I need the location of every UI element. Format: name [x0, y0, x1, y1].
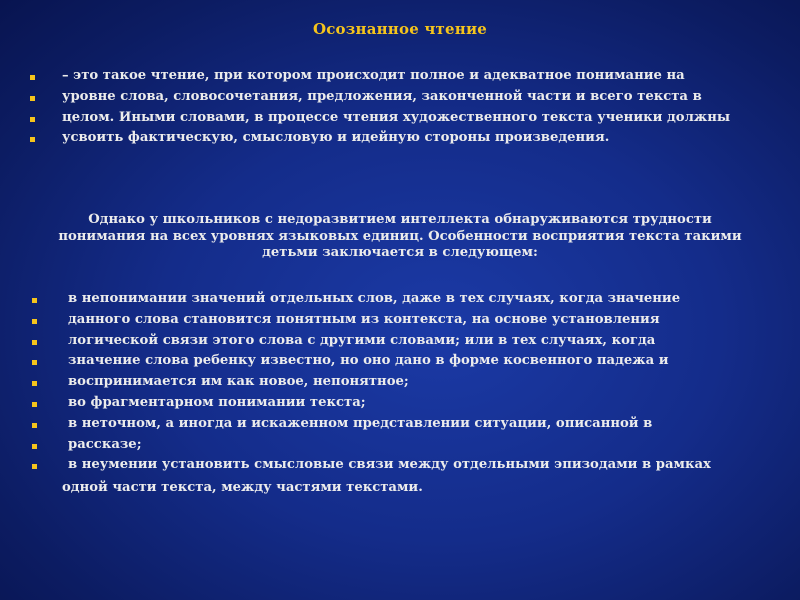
bullet-icon — [30, 137, 35, 142]
intro-line-text: – это такое чтение, при котором происходит полное и адекватное понимание на — [62, 68, 685, 83]
feature-line — [30, 372, 711, 393]
bullet-icon — [32, 423, 37, 428]
feature-line-text: в неточном, а иногда и искаженном представлении ситуации, описанной в — [68, 415, 653, 431]
feature-line — [30, 435, 711, 456]
feature-line — [30, 310, 711, 331]
feature-line-text: во фрагментарном понимании текста; — [68, 394, 366, 410]
feature-line — [30, 455, 711, 476]
bullet-icon — [32, 340, 37, 345]
bullet-icon — [32, 360, 37, 365]
features-list — [30, 289, 711, 476]
intro-line — [30, 87, 730, 108]
intro-line — [30, 66, 730, 87]
feature-line-text: логической связи этого слова с другими словами; или в тех случаях, когда — [68, 332, 656, 348]
feature-tail-line: одной части текста, между частями текстами. — [62, 480, 423, 495]
intro-line-text: целом. Иными словами, в процессе чтения художественного текста ученики должны — [62, 109, 731, 125]
feature-line — [30, 289, 711, 310]
bullet-icon — [30, 75, 35, 80]
bullet-icon — [32, 464, 37, 469]
intro-line — [30, 128, 730, 149]
intro-line — [30, 108, 730, 129]
feature-line-text: в неумении установить смысловые связи между отдельными эпизодами в рамках — [68, 457, 711, 473]
feature-line — [30, 351, 711, 372]
feature-line-text: данного слова становится понятным из контекста, на основе установления — [68, 311, 660, 327]
feature-line-text: в непонимании значений отдельных слов, даже в тех случаях, когда значение — [68, 291, 681, 306]
feature-line-text: рассказе; — [68, 436, 142, 452]
slide-title: Осознанное чтение — [312, 20, 488, 38]
paragraph-line: понимания на всех уровнях языковых единиц. Особенности восприятия текста такими — [58, 229, 742, 244]
feature-line — [30, 414, 711, 435]
explanation-paragraph — [30, 212, 770, 261]
feature-line — [30, 331, 711, 352]
bullet-icon — [32, 298, 37, 303]
paragraph-line: детьми заключается в следующем: — [262, 245, 538, 260]
feature-line-text: значение слова ребенку известно, но оно дано в форме косвенного падежа и — [68, 353, 669, 369]
bullet-icon — [32, 402, 37, 407]
bullet-icon — [30, 96, 35, 101]
feature-line — [30, 393, 711, 414]
intro-line-text: уровне слова, словосочетания, предложения, законченной части и всего текста в — [62, 88, 702, 104]
bullet-icon — [32, 319, 37, 324]
bullet-icon — [30, 117, 35, 122]
feature-line-text: воспринимается им как новое, непонятное; — [68, 374, 409, 390]
bullet-icon — [32, 444, 37, 449]
intro-list — [30, 66, 730, 149]
intro-line-text: усвоить фактическую, смысловую и идейную стороны произведения. — [62, 130, 610, 146]
paragraph-line: Однако у школьников с недоразвитием интеллекта обнаруживаются трудности — [88, 212, 712, 227]
bullet-icon — [32, 381, 37, 386]
